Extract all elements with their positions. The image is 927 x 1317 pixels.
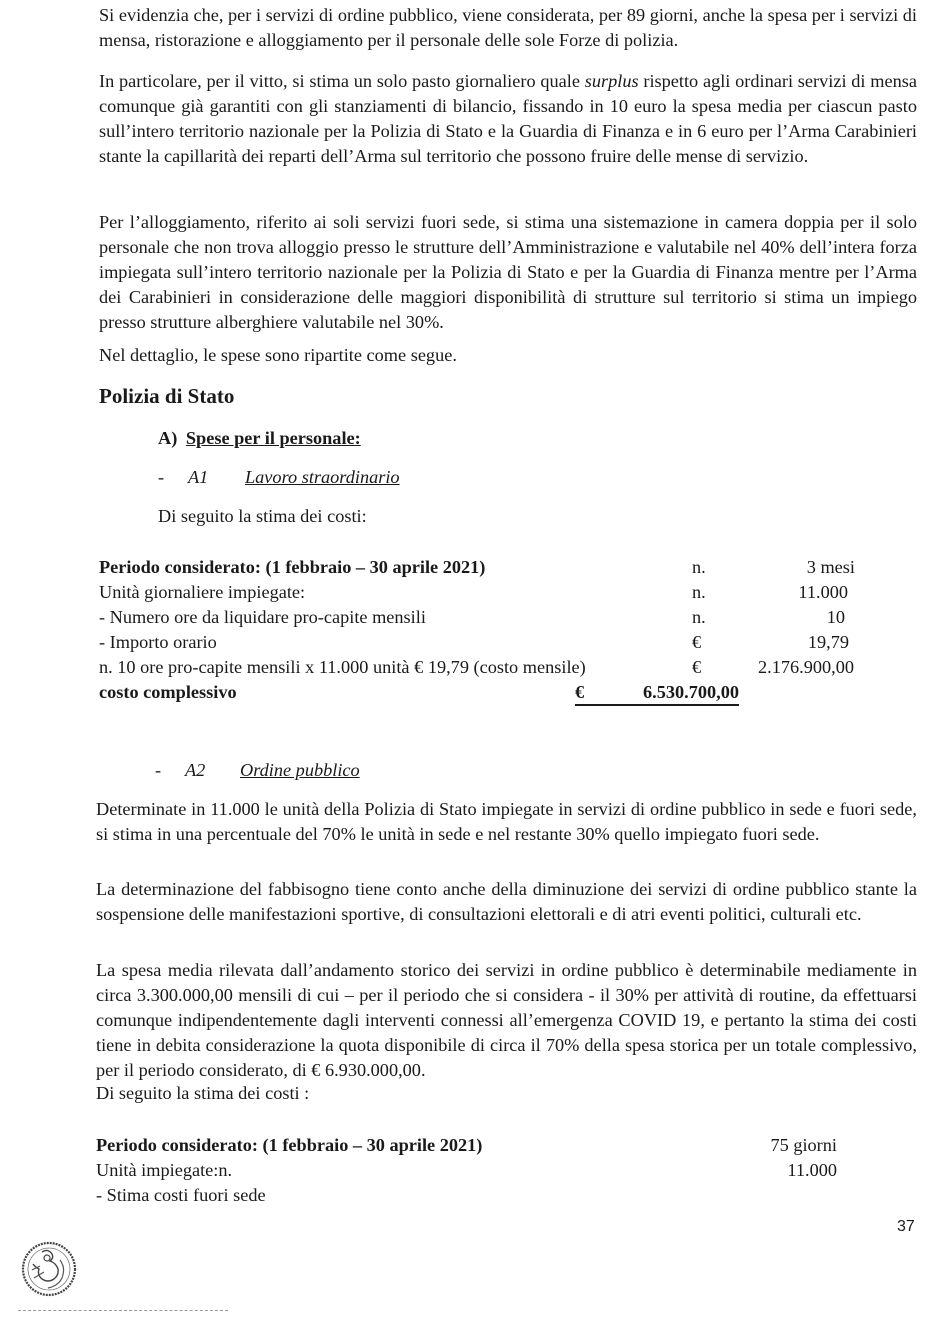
row-value: 2.176.900,00 — [758, 657, 854, 677]
item-a1-dash: - — [158, 467, 165, 487]
item-a2-heading — [155, 758, 360, 783]
subsection-a-title: Spese per il personale: — [185, 428, 361, 448]
row-value: 10 — [826, 607, 845, 627]
row-label: - Numero ore da liquidare pro-capite mensili — [99, 607, 426, 627]
subsection-a-prefix: A) — [158, 428, 178, 448]
table-total-row — [99, 680, 739, 705]
paragraph-text: rispetto agli ordinari servizi di mensa comunque già garantiti con gli stanziamenti di bilancio, fissando in 10 euro la spesa media per ciascun pasto sull’intero territorio nazionale per la Polizia di Stato e la Guardia di Finanza e in 6 euro per l’Arma Carabinieri stante la capillarità dei reparti dell’Arma sul territorio che possono fruire delle mense di servizio. — [99, 71, 917, 166]
item-a1-title: Lavoro straordinario — [245, 467, 400, 487]
row-label: Periodo considerato: (1 febbraio – 30 aprile 2021) — [96, 1135, 483, 1155]
subsection-a-heading — [158, 428, 361, 449]
paragraph-alloggiamento — [99, 210, 917, 335]
section-title-polizia-di-stato: Polizia di Stato — [99, 384, 235, 408]
table-row — [99, 655, 854, 680]
paragraph-text: La determinazione del fabbisogno tiene conto anche della diminuzione dei servizi di ordine pubblico stante la sospensione delle manifestazioni sportive, di consultazioni elettorali e di atri eventi politici, culturali etc. — [96, 879, 917, 924]
paragraph-text: Si evidenzia che, per i servizi di ordine pubblico, viene considerata, per 89 giorni, anche la spesa per i servizi di mensa, ristorazione e alloggiamento per il personale delle sole Forze di polizia. — [99, 5, 917, 50]
paragraph-text: In particolare, per il vitto, si stima un solo pasto giornaliero quale — [99, 71, 585, 91]
item-a2-dash: - — [155, 760, 162, 780]
row-unit: n. — [692, 557, 706, 577]
row-value: 11.000 — [787, 1160, 837, 1180]
table-row — [99, 605, 845, 630]
page-number: 37 — [897, 1218, 915, 1235]
row-value: 3 mesi — [806, 557, 855, 577]
row-unit: n. — [692, 607, 706, 627]
row-label: Unità giornaliere impiegate: — [99, 582, 306, 602]
total-label: costo complessivo — [99, 682, 237, 702]
paragraph-vitto — [99, 69, 917, 169]
table-row — [99, 555, 855, 580]
row-label: - Stima costi fuori sede — [96, 1185, 266, 1205]
row-label: n. 10 ore pro-capite mensili x 11.000 unità € 19,79 (costo mensile) — [99, 657, 586, 677]
paragraph-dettaglio — [99, 343, 917, 368]
total-value: 6.530.700,00 — [643, 682, 739, 702]
footer-divider — [18, 1310, 228, 1311]
paragraph-text: Determinate in 11.000 le unità della Polizia di Stato impiegate in servizi di ordine pubblico in sede e fuori sede, si stima in una percentuale del 70% le unità in sede e nel restante 30% quello impiegato fuori sede. — [96, 799, 917, 844]
table-row — [99, 630, 849, 655]
paragraph-text: Nel dettaglio, le spese sono ripartite come segue. — [99, 345, 457, 365]
row-value: 19,79 — [807, 632, 849, 652]
item-a1-heading — [158, 465, 400, 490]
paragraph-a2-spesa-media — [96, 958, 917, 1083]
row-unit: € — [692, 657, 702, 677]
surplus-italic: surplus — [584, 71, 639, 91]
item-a1-code: A1 — [188, 467, 209, 487]
item-a2-code: A2 — [185, 760, 206, 780]
table-row — [96, 1183, 837, 1208]
paragraph-a2-fabbisogno — [96, 877, 917, 927]
official-seal-icon — [20, 1240, 78, 1298]
paragraph-text: La spesa media rilevata dall’andamento storico dei servizi in ordine pubblico è determinabile mediamente in circa 3.300.000,00 mensili di cui – per il periodo che si considera - il 30% per attività di routine, da effettuarsi comunque indipendentemente dagli interventi connessi all’emergenza COVID 19, e pertanto la stima dei costi tiene in debita considerazione la quota disponibile di circa il 70% della spesa storica per un totale complessivo, per il periodo considerato, di € 6.930.000,00. — [96, 960, 917, 1080]
row-label: Periodo considerato: (1 febbraio – 30 aprile 2021) — [99, 557, 486, 577]
row-value: 11.000 — [798, 582, 848, 602]
row-value: 75 giorni — [770, 1135, 837, 1155]
row-label: Unità impiegate:n. — [96, 1160, 233, 1180]
a1-intro-text: Di seguito la stima dei costi: — [158, 506, 367, 526]
paragraph-text: Per l’alloggiamento, riferito ai soli servizi fuori sede, si stima una sistemazione in camera doppia per il solo personale che non trova alloggio presso le strutture dell’Amministrazione e valutabile nel 40% dell’intera forza impiegata sull’intero territorio nazionale per la Polizia di Stato e per la Guardia di Finanza mentre per l’Arma dei Carabinieri in considerazione delle maggiori disponibilità di strutture sul territorio si stima un impiego presso strutture alberghiere valutabile nel 30%. — [99, 212, 917, 332]
table-row — [99, 580, 848, 605]
paragraph-forze-polizia-mensa — [99, 3, 917, 53]
a2-intro-text: Di seguito la stima dei costi : — [96, 1083, 310, 1103]
paragraph-a2-unita — [96, 797, 917, 847]
table-row — [96, 1158, 837, 1183]
row-label: - Importo orario — [99, 632, 217, 652]
total-currency: € — [575, 682, 585, 702]
table-row — [96, 1133, 837, 1158]
item-a2-title: Ordine pubblico — [240, 760, 360, 780]
row-unit: n. — [692, 582, 706, 602]
row-unit: € — [692, 632, 702, 652]
